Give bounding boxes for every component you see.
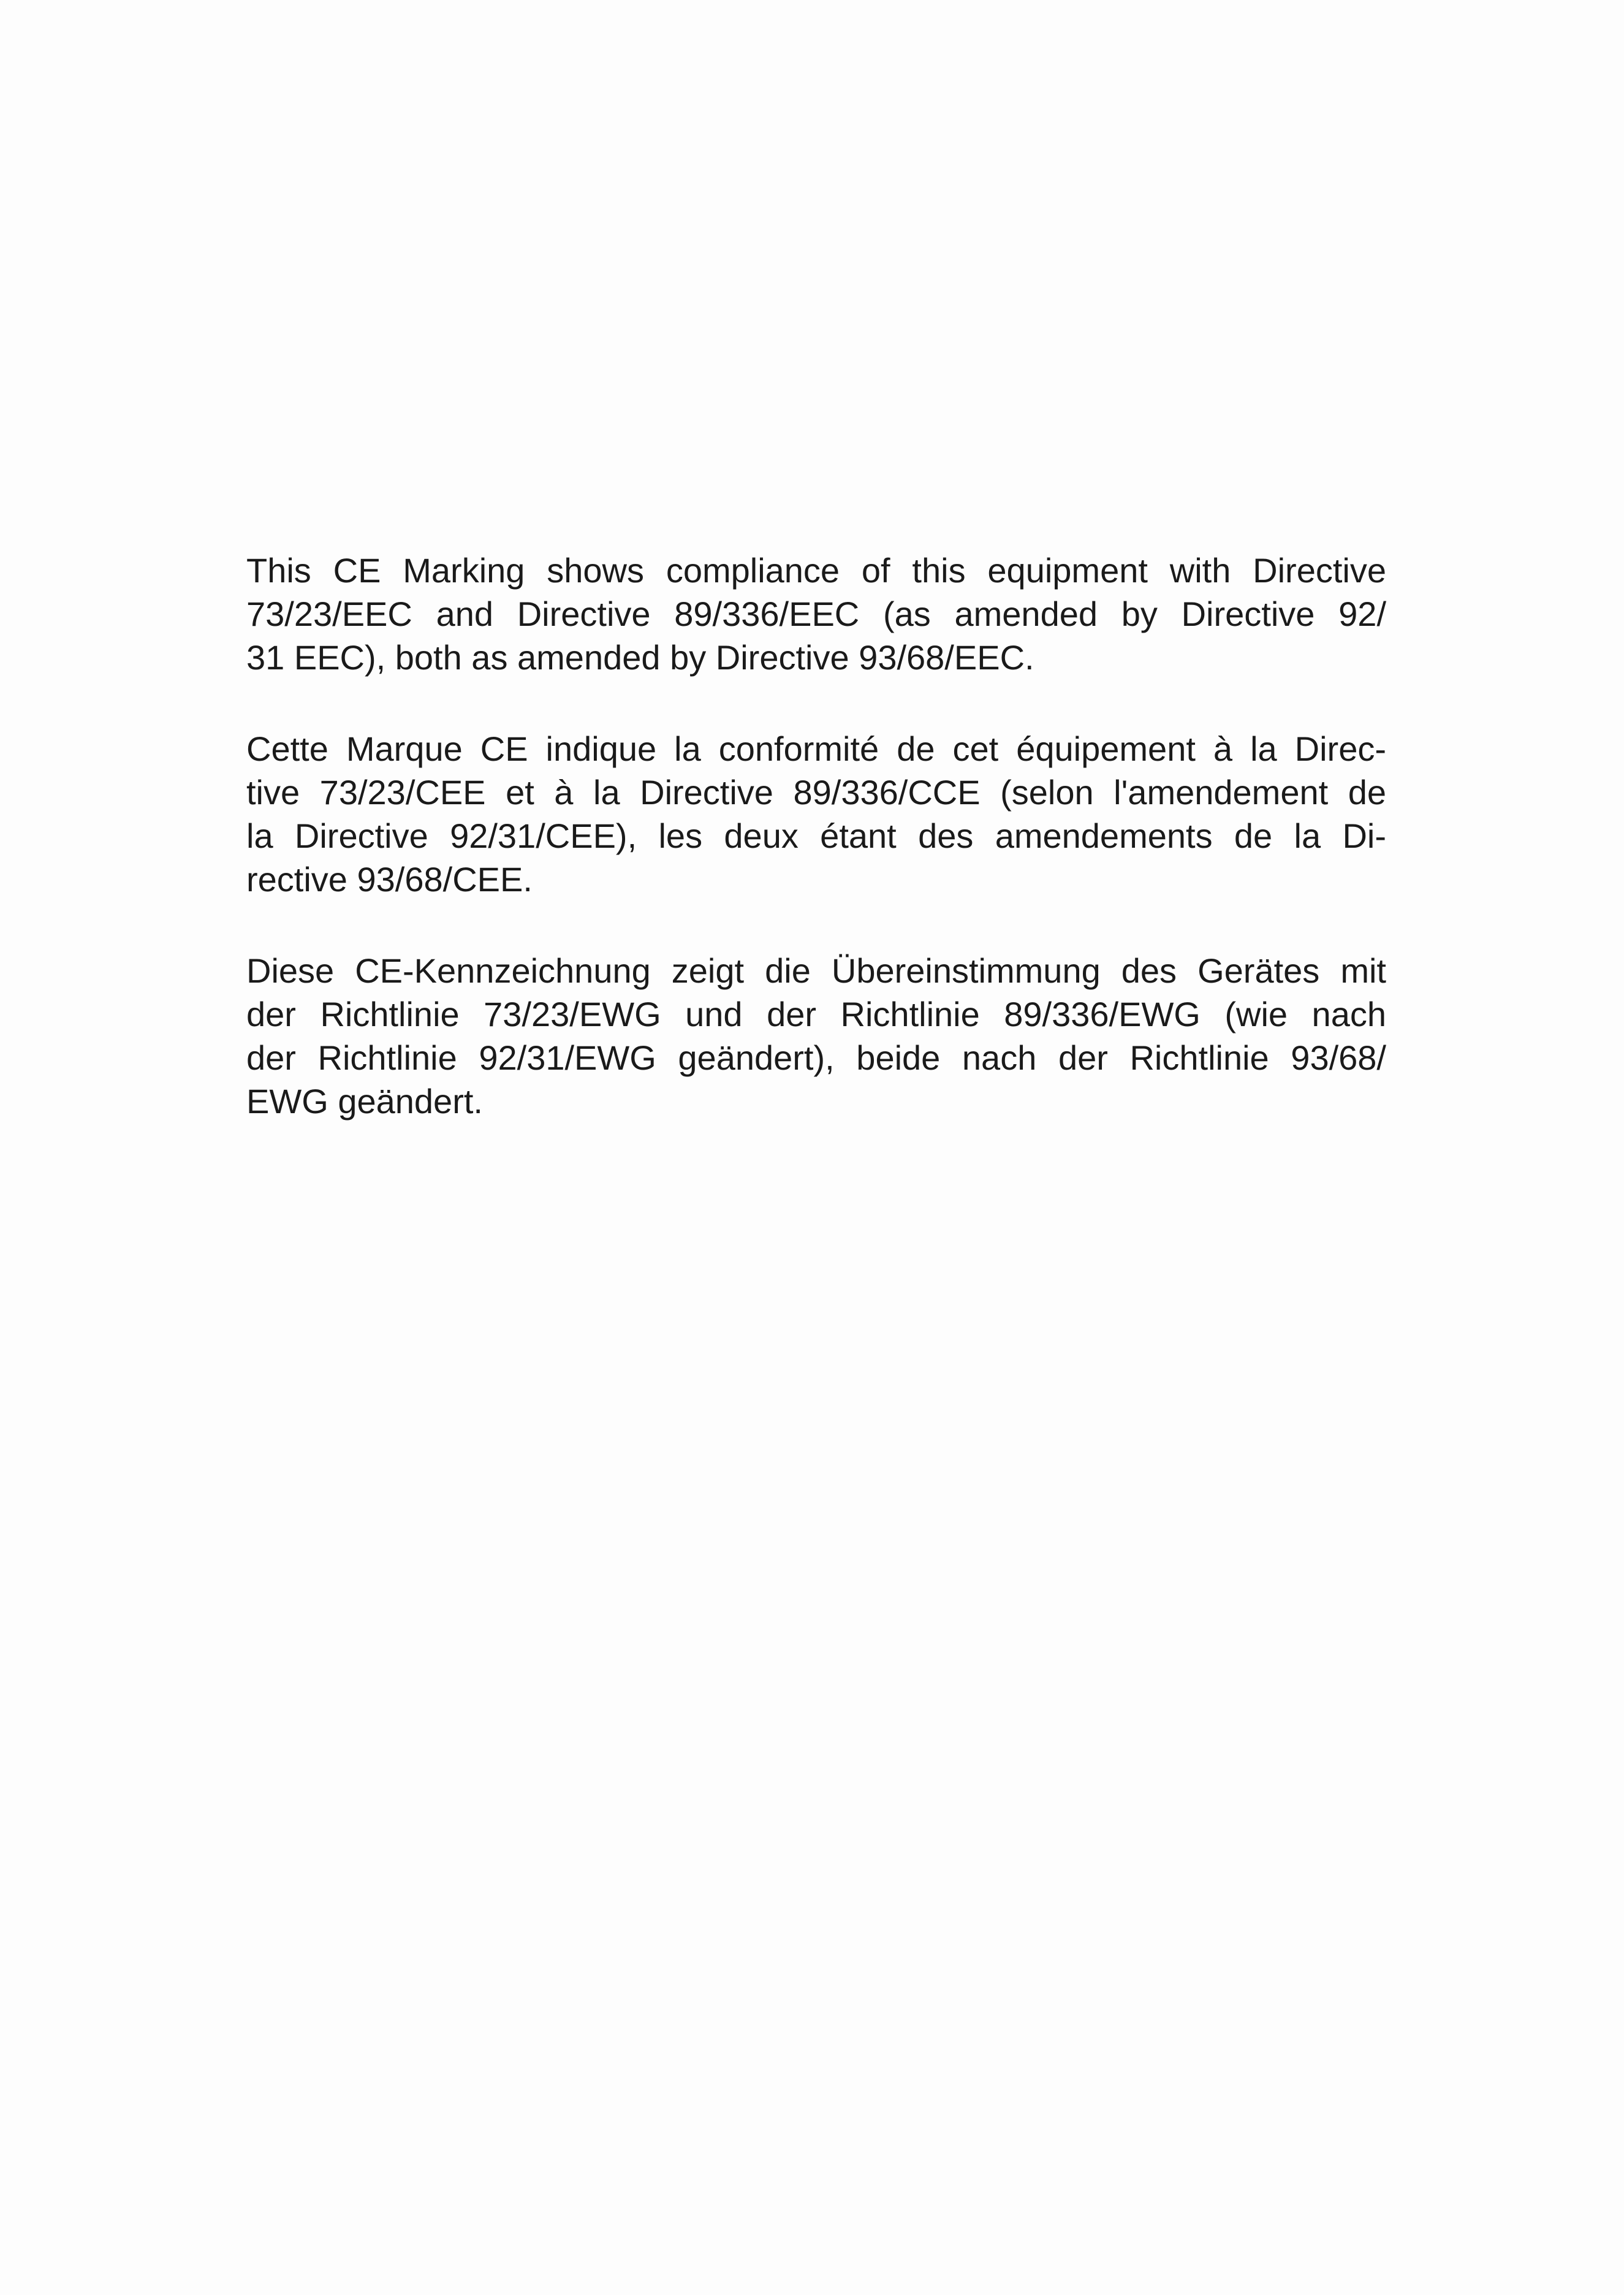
- text-line: 73/23/EEC and Directive 89/336/EEC (as amended by Directive 92/: [246, 595, 1386, 633]
- text-line: 31 EEC), both as amended by Directive 93/68/EEC.: [246, 638, 1034, 677]
- text-line: der Richtlinie 92/31/EWG geändert), beide nach der Richtlinie 93/68/: [246, 1038, 1386, 1077]
- text-line: la Directive 92/31/CEE), les deux étant des amendements de la Di-: [246, 816, 1386, 855]
- ce-declaration-text: [246, 549, 1386, 1171]
- text-line: tive 73/23/CEE et à la Directive 89/336/CCE (selon l'amendement de: [246, 773, 1386, 812]
- text-line: Diese CE-Kennzeichnung zeigt die Übereinstimmung des Gerätes mit: [246, 951, 1386, 990]
- paragraph-german: [246, 949, 1386, 1123]
- text-line: der Richtlinie 73/23/EWG und der Richtlinie 89/336/EWG (wie nach: [246, 995, 1386, 1033]
- paragraph-french: [246, 727, 1386, 901]
- text-line: Cette Marque CE indique la conformité de cet équipement à la Direc-: [246, 729, 1386, 768]
- paragraph-english: [246, 549, 1386, 679]
- text-line: rective 93/68/CEE.: [246, 860, 533, 899]
- text-line: This CE Marking shows compliance of this equipment with Directive: [246, 551, 1386, 590]
- text-line: EWG geändert.: [246, 1082, 483, 1121]
